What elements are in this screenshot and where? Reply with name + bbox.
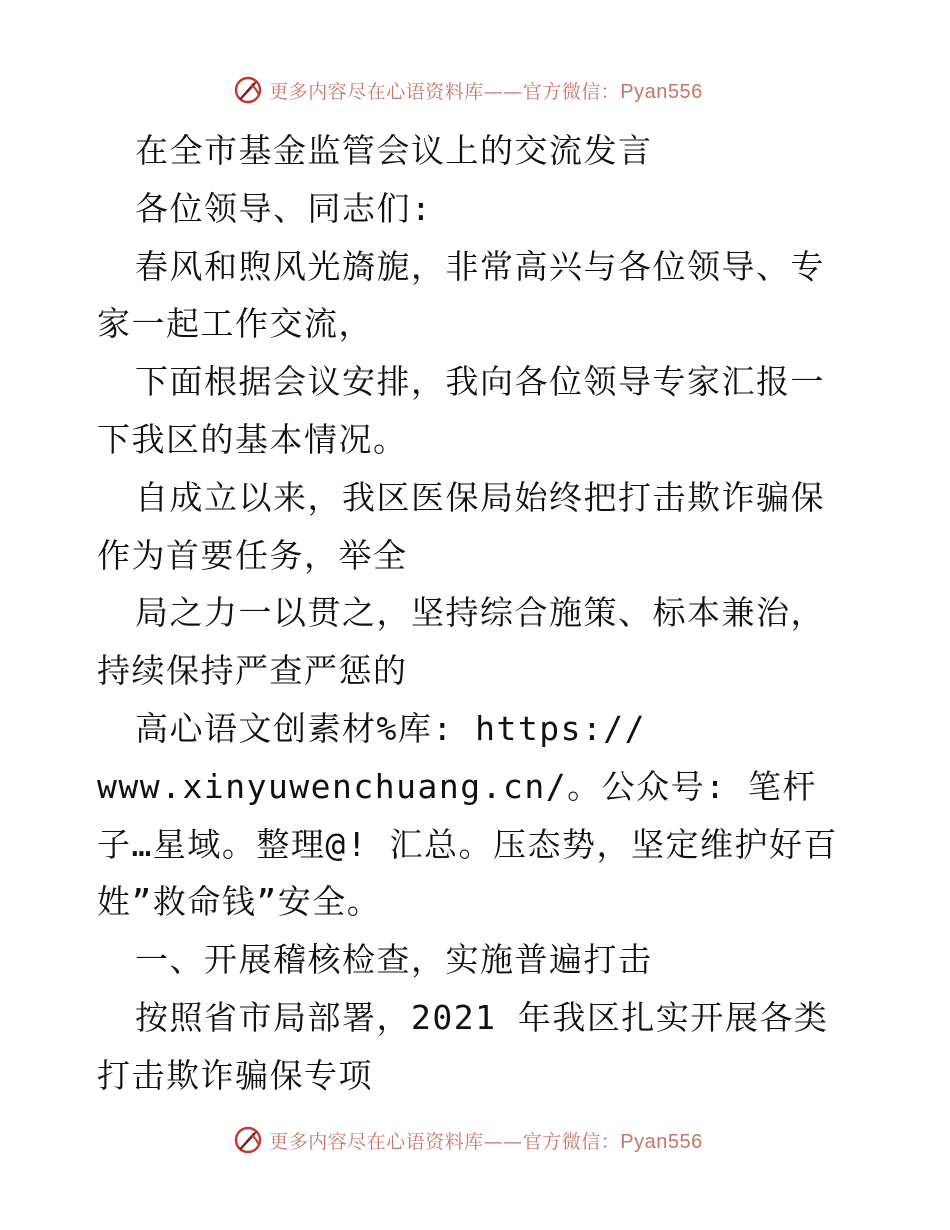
banner-brand: 更多内容尽在心语资料库 — [269, 1130, 484, 1153]
banner-wechat-label: 官方微信： — [522, 1130, 621, 1153]
banner-dash: —— — [483, 1130, 523, 1153]
paragraph-source-url: www.xinyuwenchuang.cn/。公众号: 笔杆子…星域。整理@! 汇总。压态势，坚定维护好百姓”救命钱”安全。 — [97, 766, 838, 922]
document-title: 在全市基金监管会议上的交流发言 — [135, 131, 653, 170]
section-heading-1: 一、开展稽核检查，实施普遍打击 — [135, 940, 653, 980]
paragraph-greeting: 各位领导、同志们: — [135, 188, 433, 228]
header-watermark-banner — [0, 70, 950, 110]
paragraph-agenda: 下面根据会议安排，我向各位领导专家汇报一下我区的基本情况。 — [97, 362, 825, 459]
banner-inner — [233, 1125, 703, 1155]
footer-watermark-banner — [0, 1120, 950, 1160]
paragraph-mission: 自成立以来，我区医保局始终把打击欺诈骗保作为首要任务，举全 — [97, 477, 825, 575]
quill-pen-logo-icon — [233, 75, 263, 105]
document-body — [97, 122, 857, 1105]
banner-wechat-id: Pyan556 — [620, 1130, 703, 1153]
quill-pen-logo-icon — [233, 1125, 263, 1155]
banner-inner — [233, 75, 703, 105]
paragraph-section-1: 按照省市局部署，2021 年我区扎实开展各类打击欺诈骗保专项 — [97, 997, 829, 1095]
banner-brand: 更多内容尽在心语资料库 — [269, 80, 484, 103]
banner-text — [269, 1127, 703, 1154]
banner-text — [269, 77, 703, 104]
paragraph-approach: 局之力一以贯之，坚持综合施策、标本兼治，持续保持严查严惩的 — [97, 593, 825, 691]
banner-dash: —— — [483, 80, 523, 103]
banner-wechat-label: 官方微信： — [522, 80, 621, 103]
paragraph-opening: 春风和煦风光旖旎，非常高兴与各位领导、专家一起工作交流， — [97, 246, 825, 344]
paragraph-source-note: 高心语文创素材%库: https:// — [135, 708, 647, 748]
banner-wechat-id: Pyan556 — [620, 80, 703, 103]
